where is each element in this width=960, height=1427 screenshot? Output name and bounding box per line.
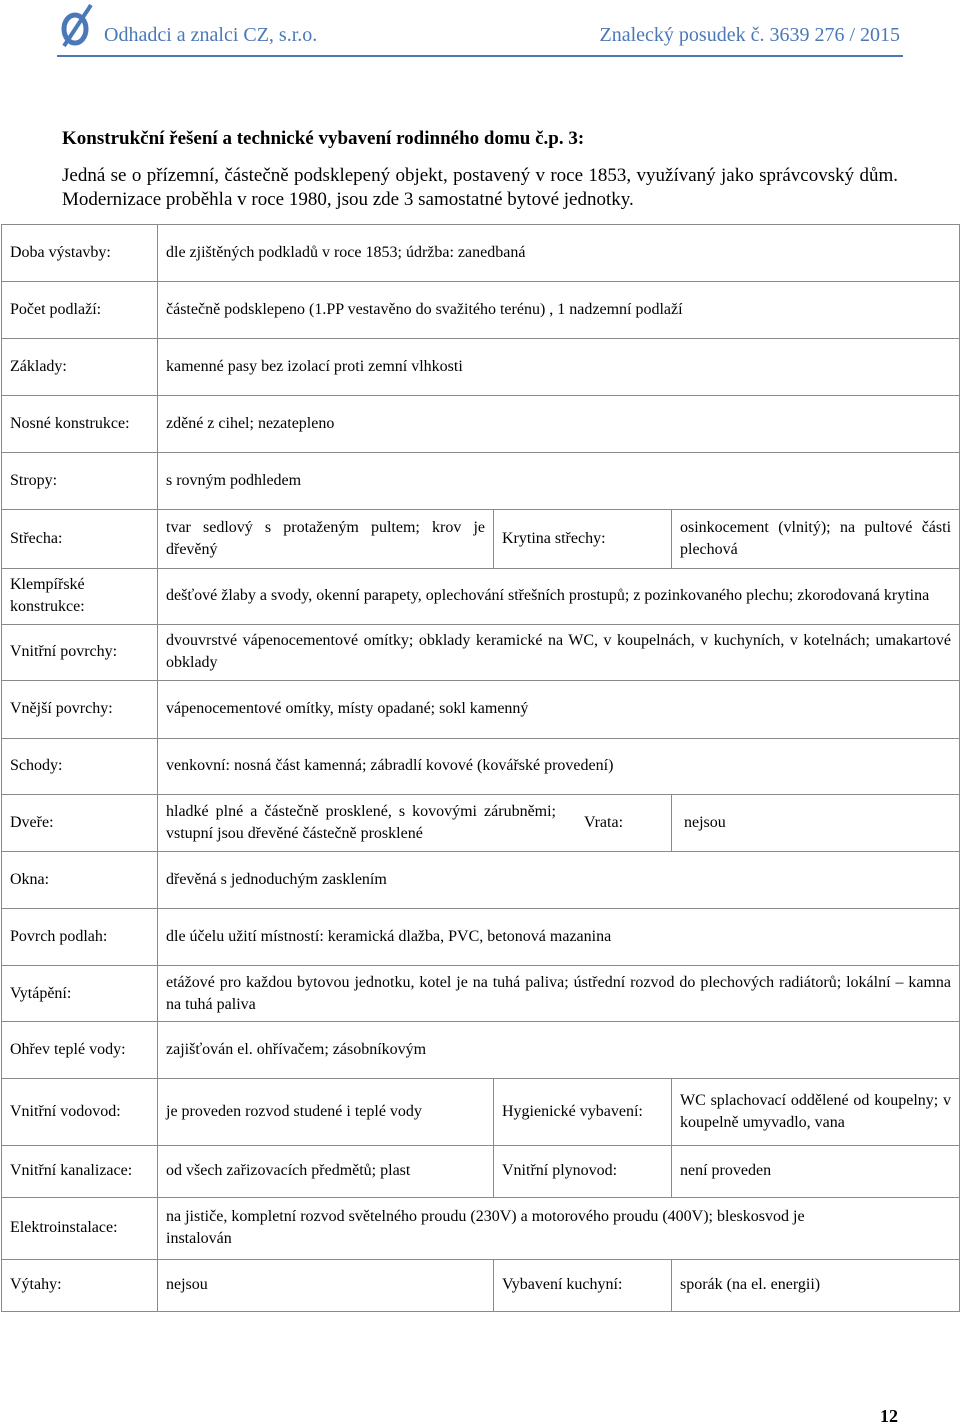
table-row (2, 339, 960, 396)
table-row (2, 396, 960, 453)
table-row (2, 510, 960, 568)
table-row (2, 1197, 960, 1259)
table-row (2, 966, 960, 1022)
row-value: vápenocementové omítky, místy opadané; sokl kamenný (158, 680, 960, 738)
row-label-secondary: Vrata: (584, 813, 624, 831)
row-label: Povrch podlah: (2, 909, 158, 966)
row-value: kamenné pasy bez izolací proti zemní vlhkosti (158, 339, 960, 396)
company-name: Odhadci a znalci CZ, s.r.o. (104, 24, 318, 46)
table-row (2, 453, 960, 510)
row-label: Střecha: (2, 510, 158, 568)
row-value: částečně podsklepeno (1.PP vestavěno do svažitého terénu) , 1 nadzemní podlaží (158, 282, 960, 339)
row-label: Vytápění: (2, 966, 158, 1022)
row-value: venkovní: nosná část kamenná; zábradlí kovové (kovářské provedení) (158, 738, 960, 794)
company-logo-icon (58, 2, 98, 48)
page-header (0, 0, 960, 62)
row-value-secondary: osinkocement (vlnitý); na pultové části plechová (672, 510, 960, 568)
table-row (2, 225, 960, 282)
row-label: Počet podlaží: (2, 282, 158, 339)
row-value: nejsou (158, 1259, 494, 1311)
row-label: Klempířské konstrukce: (2, 568, 158, 624)
row-value: je proveden rozvod studené i teplé vody (158, 1079, 494, 1145)
table-row (2, 1079, 960, 1145)
row-value: dle účelu užití místností: keramická dlažba, PVC, betonová mazanina (158, 909, 960, 966)
row-label: Výtahy: (2, 1259, 158, 1311)
row-label: Vnitřní vodovod: (2, 1079, 158, 1145)
row-value-secondary: WC splachovací oddělené od koupelny; v koupelně umyvadlo, vana (672, 1079, 960, 1145)
report-reference: Znalecký posudek č. 3639 276 / 2015 (599, 24, 900, 46)
row-value: etážové pro každou bytovou jednotku, kotel je na tuhá paliva; ústřední rozvod do plechových radiátorů; lokální – kamna na tuhá paliva (158, 966, 960, 1022)
table-row (2, 1022, 960, 1079)
row-label: Stropy: (2, 453, 158, 510)
header-divider (57, 55, 903, 57)
row-value-secondary (584, 794, 960, 851)
section-title: Konstrukční řešení a technické vybavení rodinného domu č.p. 3: (62, 128, 585, 149)
row-value: na jističe, kompletní rozvod světelného proudu (230V) a motorového proudu (400V); bleskosvod je instalován (158, 1197, 960, 1259)
row-label-secondary: Hygienické vybavení: (494, 1079, 672, 1145)
table-row (2, 852, 960, 909)
table-row (2, 738, 960, 794)
row-label-secondary: Krytina střechy: (494, 510, 672, 568)
row-value: dřevěná s jednoduchým zasklením (158, 852, 960, 909)
row-value: dvouvrstvé vápenocementové omítky; obklady keramické na WC, v koupelnách, v kuchyních, v kotelnách; umakartové obklady (158, 624, 960, 680)
row-label: Vnitřní kanalizace: (2, 1145, 158, 1197)
table-row (2, 624, 960, 680)
page-number: 12 (880, 1406, 898, 1426)
table-row (2, 1145, 960, 1197)
table-row (2, 1259, 960, 1311)
row-value: s rovným podhledem (158, 453, 960, 510)
table-row (2, 680, 960, 738)
row-value: dle zjištěných podkladů v roce 1853; údržba: zanedbaná (158, 225, 960, 282)
row-value: od všech zařizovacích předmětů; plast (158, 1145, 494, 1197)
row-label: Nosné konstrukce: (2, 396, 158, 453)
row-value-secondary: sporák (na el. energii) (672, 1259, 960, 1311)
doors-gates-value: nejsou (684, 813, 726, 831)
row-label: Doba výstavby: (2, 225, 158, 282)
row-label-secondary: Vybavení kuchyní: (494, 1259, 672, 1311)
table-row (2, 794, 960, 851)
row-label: Okna: (2, 852, 158, 909)
row-value: zajišťován el. ohřívačem; zásobníkovým (158, 1022, 960, 1079)
row-value: hladké plné a částečně prosklené, s kovovými zárubněmi; vstupní jsou dřevěné částečně prosklené (158, 794, 672, 851)
row-label-secondary: Vnitřní plynovod: (494, 1145, 672, 1197)
row-label: Elektroinstalace: (2, 1197, 158, 1259)
row-label: Schody: (2, 738, 158, 794)
table-row (2, 282, 960, 339)
row-label: Dveře: (2, 794, 158, 851)
row-label: Základy: (2, 339, 158, 396)
row-label: Vnitřní povrchy: (2, 624, 158, 680)
table-row (2, 909, 960, 966)
construction-spec-table (1, 224, 960, 1312)
row-value: tvar sedlový s protaženým pultem; krov je dřevěný (158, 510, 494, 568)
row-label: Ohřev teplé vody: (2, 1022, 158, 1079)
row-value: zděné z cihel; nezatepleno (158, 396, 960, 453)
row-value-secondary: není proveden (672, 1145, 960, 1197)
table-row (2, 568, 960, 624)
section-intro: Jedná se o přízemní, částečně podsklepený objekt, postavený v roce 1853, využívaný jako správcovský dům. Modernizace proběhla v roce 1980, jsou zde 3 samostatné bytové jednotky. (62, 165, 898, 210)
row-value: dešťové žlaby a svody, okenní parapety, oplechování střešních prostupů; z pozinkovaného plechu; zkorodovaná krytina (158, 568, 960, 624)
row-label: Vnější povrchy: (2, 680, 158, 738)
